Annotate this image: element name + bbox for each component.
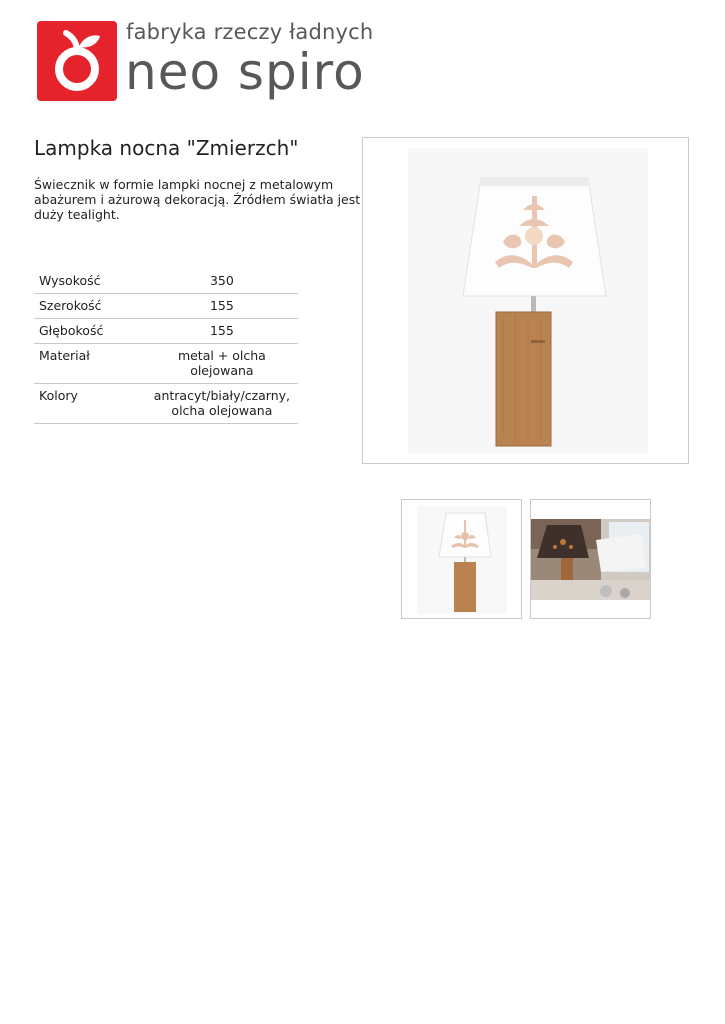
- product-description: Świecznik w formie lampki nocnej z metalowym abażurem i ażurową dekoracją. Źródłem światła jest duży tealight.: [34, 177, 361, 222]
- brand-name: neo spiro: [125, 43, 365, 101]
- spec-value: metal + olcha olejowana: [149, 344, 298, 384]
- spec-label: Materiał: [34, 344, 149, 384]
- spec-row-width: [34, 294, 298, 319]
- spec-row-material: [34, 344, 298, 384]
- specs-table: [34, 269, 298, 424]
- thumbnail-white-lamp[interactable]: [401, 499, 522, 619]
- spec-label: Głębokość: [34, 319, 149, 344]
- spec-label: Wysokość: [34, 269, 149, 294]
- lamp-illustration: [363, 138, 688, 463]
- spec-value: 350: [149, 269, 298, 294]
- product-title: Lampka nocna "Zmierzch": [34, 136, 299, 160]
- spec-label: Kolory: [34, 384, 149, 424]
- lamp-thumbnail-illustration: [402, 500, 521, 618]
- spec-row-height: [34, 269, 298, 294]
- interior-thumbnail-illustration: [531, 500, 650, 618]
- spec-label: Szerokość: [34, 294, 149, 319]
- brand-tagline: fabryka rzeczy ładnych: [126, 20, 374, 44]
- spec-value: antracyt/biały/czarny, olcha olejowana: [149, 384, 298, 424]
- spec-value: 155: [149, 319, 298, 344]
- brand-logo: [37, 20, 374, 103]
- spec-row-depth: [34, 319, 298, 344]
- spec-row-colors: [34, 384, 298, 424]
- spec-value: 155: [149, 294, 298, 319]
- main-product-image: [362, 137, 689, 464]
- apple-logo-icon: [37, 21, 117, 101]
- thumbnail-dark-lamp[interactable]: [530, 499, 651, 619]
